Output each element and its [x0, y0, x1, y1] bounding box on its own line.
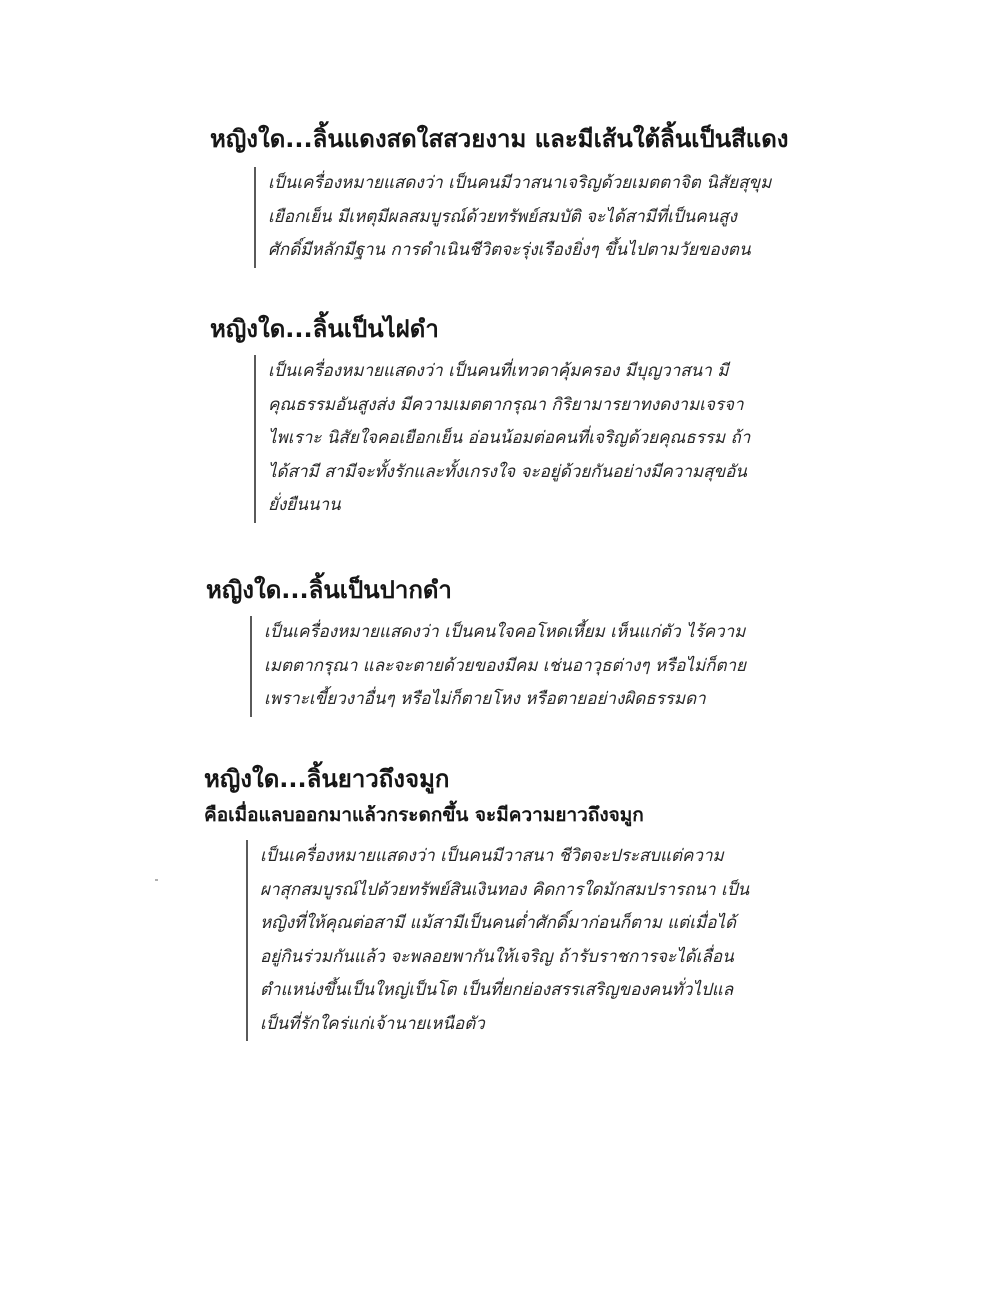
section-quote-long-tongue	[246, 840, 749, 1041]
section-heading-red-tongue: หญิงใด...ลิ้นแดงสดใสสวยงาม และมีเส้นใต้ลิ้นเป็นสีแดง	[210, 125, 789, 153]
quote-line: ยั่งยืนนาน	[268, 495, 341, 515]
quote-line: เป็นเครื่องหมายแสดงว่า เป็นคนใจคอโหดเหี้ยม เห็นแก่ตัว ไร้ความ	[264, 622, 746, 642]
section-heading-long-tongue: หญิงใด...ลิ้นยาวถึงจมูก	[204, 765, 450, 793]
quote-line: ผาสุกสมบูรณ์ไปด้วยทรัพย์สินเงินทอง คิดการใดมักสมปรารถนา เป็น	[260, 879, 750, 900]
quote-line: ตำแหน่งขึ้นเป็นใหญ่เป็นโต เป็นที่ยกย่องสรรเสริญของคนทั่วไปแล	[260, 980, 734, 1000]
quote-line: เป็นเครื่องหมายแสดงว่า เป็นคนมีวาสนาเจริญด้วยเมตตาจิต นิสัยสุขุม	[268, 173, 772, 193]
quote-line: ได้สามี สามีจะทั้งรักและทั้งเกรงใจ จะอยู่ด้วยกันอย่างมีความสุขอัน	[268, 461, 747, 482]
quote-line: เมตตากรุณา และจะตายด้วยของมีคม เช่นอาวุธต่างๆ หรือไม่ก็ตาย	[264, 655, 747, 676]
quote-line: คุณธรรมอันสูงส่ง มีความเมตตากรุณา กิริยามารยาทงดงามเจรจา	[268, 394, 744, 415]
section-quote-black-spot	[250, 616, 746, 717]
section-heading-black-spot: หญิงใด...ลิ้นเป็นปากดำ	[206, 576, 452, 604]
quote-line: เป็นที่รักใคร่แก่เจ้านายเหนือตัว	[260, 1013, 485, 1034]
scan-speck	[155, 879, 158, 881]
quote-line: เป็นเครื่องหมายแสดงว่า เป็นคนมีวาสนา ชีวิตจะประสบแต่ความ	[260, 846, 724, 866]
quote-line: อยู่กินร่วมกันแล้ว จะพลอยพากันให้เจริญ ถ้ารับราชการจะได้เลื่อน	[260, 946, 734, 967]
quote-line: เป็นเครื่องหมายแสดงว่า เป็นคนที่เทวดาคุ้มครอง มีบุญวาสนา มี	[268, 361, 729, 381]
quote-line: ไพเราะ นิสัยใจคอเยือกเย็น อ่อนน้อมต่อคนที่เจริญด้วยคุณธรรม ถ้า	[268, 428, 751, 448]
quote-line: หญิงที่ให้คุณต่อสามี แม้สามีเป็นคนต่ำศักดิ์มาก่อนก็ตาม แต่เมื่อได้	[260, 913, 737, 933]
section-subheading-long-tongue: คือเมื่อแลบออกมาแล้วกระดกขึ้น จะมีความยาวถึงจมูก	[204, 804, 644, 826]
section-heading-black-mole: หญิงใด...ลิ้นเป็นไฝดำ	[210, 315, 439, 343]
quote-line: เพราะเขี้ยวงาอื่นๆ หรือไม่ก็ตายโหง หรือตายอย่างผิดธรรมดา	[264, 689, 706, 709]
quote-line: ศักดิ์มีหลักมีฐาน การดำเนินชีวิตจะรุ่งเรืองยิ่งๆ ขึ้นไปตามวัยของตน	[268, 240, 751, 260]
section-quote-black-mole	[254, 355, 750, 523]
section-quote-red-tongue	[254, 167, 771, 268]
quote-line: เยือกเย็น มีเหตุมีผลสมบูรณ์ด้วยทรัพย์สมบัติ จะได้สามีที่เป็นคนสูง	[268, 206, 737, 227]
